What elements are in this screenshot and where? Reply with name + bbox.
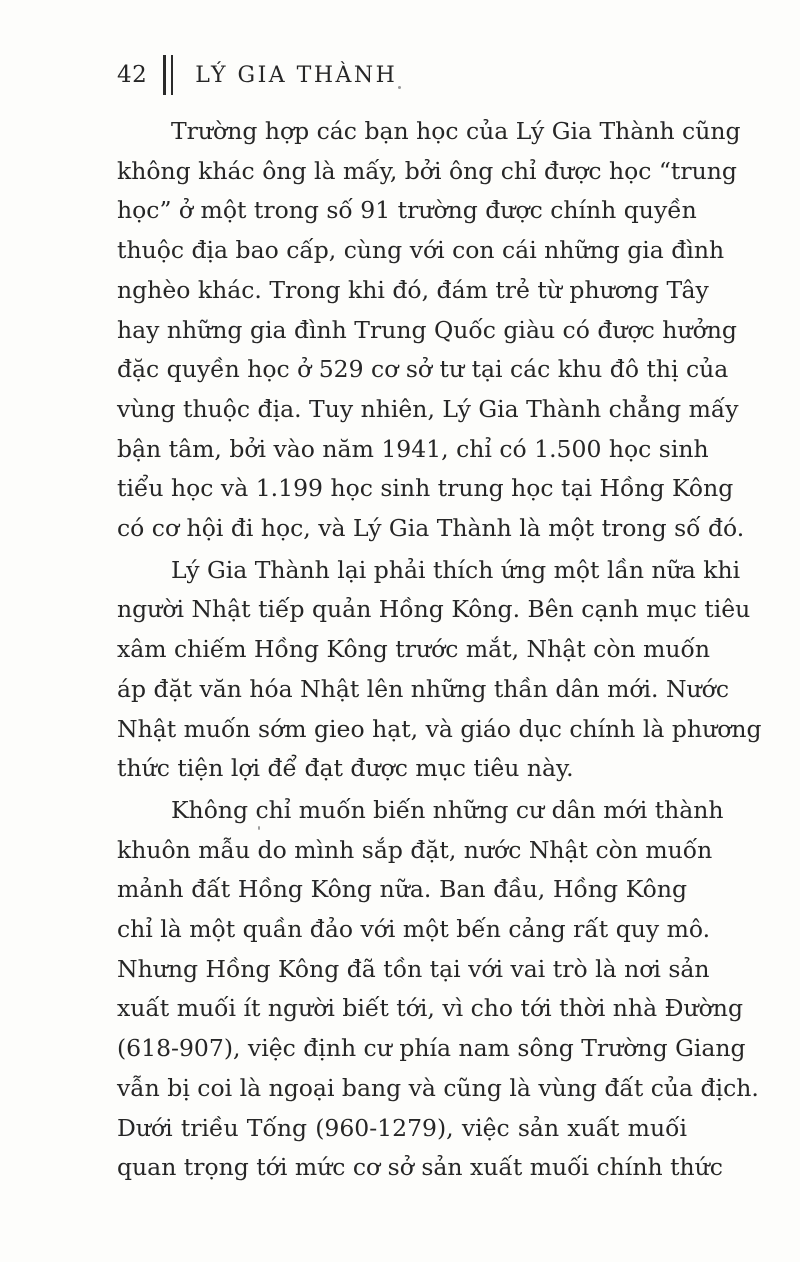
paragraph: [117, 112, 745, 549]
text-line: quan trọng tới mức cơ sở sản xuất muối chính thức: [117, 1153, 723, 1182]
text-line: mảnh đất Hồng Kông nữa. Ban đầu, Hồng Kông: [117, 875, 687, 904]
text-line: thuộc địa bao cấp, cùng với con cái những gia đình: [117, 236, 725, 265]
text-line: chỉ là một quần đảo với một bến cảng rất quy mô.: [117, 915, 711, 944]
text-line: không khác ông là mấy, bởi ông chỉ được học “trung: [117, 156, 737, 185]
text-line: vẫn bị coi là ngoại bang và cũng là vùng đất của địch.: [117, 1073, 759, 1102]
text-line: khuôn mẫu do mình sắp đặt, nước Nhật còn muốn: [117, 835, 713, 864]
running-title: LÝ GIA THÀNH: [195, 62, 398, 88]
text-line: Nhật muốn sớm gieo hạt, và giáo dục chính là phương: [117, 714, 762, 743]
text-line: có cơ hội đi học, và Lý Gia Thành là một trong số đó.: [117, 514, 745, 543]
paragraph: [117, 791, 759, 1188]
header-divider: [163, 55, 173, 95]
text-line: thức tiện lợi để đạt được mục tiêu này.: [117, 754, 574, 783]
text-line: đặc quyền học ở 529 cơ sở tư tại các khu đô thị của: [117, 355, 729, 384]
page-number: 42: [117, 62, 148, 88]
text-line: người Nhật tiếp quản Hồng Kông. Bên cạnh mục tiêu: [117, 595, 751, 624]
text-line: Nhưng Hồng Kông đã tồn tại với vai trò là nơi sản: [117, 954, 710, 983]
text-line: Trường hợp các bạn học của Lý Gia Thành cũng: [171, 117, 741, 145]
paragraph: [117, 551, 762, 789]
text-line: xâm chiếm Hồng Kông trước mắt, Nhật còn muốn: [117, 635, 711, 664]
text-line: Dưới triều Tống (960-1279), việc sản xuất muối: [117, 1113, 687, 1142]
text-line: Lý Gia Thành lại phải thích ứng một lần nữa khi: [171, 555, 741, 584]
page-header: [117, 52, 397, 98]
text-line: Không chỉ muốn biến những cư dân mới thành: [171, 795, 724, 824]
text-line: bận tâm, bởi vào năm 1941, chỉ có 1.500 học sinh: [117, 434, 709, 463]
print-speck: [398, 86, 401, 89]
text-line: áp đặt văn hóa Nhật lên những thần dân mới. Nước: [117, 674, 729, 703]
text-line: (618-907), việc định cư phía nam sông Trường Giang: [117, 1034, 746, 1063]
text-line: học” ở một trong số 91 trường được chính quyền: [117, 196, 697, 225]
text-line: tiểu học và 1.199 học sinh trung học tại Hồng Kông: [117, 474, 734, 503]
body-text: [117, 112, 762, 1190]
text-line: xuất muối ít người biết tới, vì cho tới thời nhà Đường: [117, 994, 743, 1023]
text-line: nghèo khác. Trong khi đó, đám trẻ từ phương Tây: [117, 275, 709, 304]
text-line: vùng thuộc địa. Tuy nhiên, Lý Gia Thành chẳng mấy: [117, 394, 739, 423]
text-line: hay những gia đình Trung Quốc giàu có được hưởng: [117, 315, 737, 344]
